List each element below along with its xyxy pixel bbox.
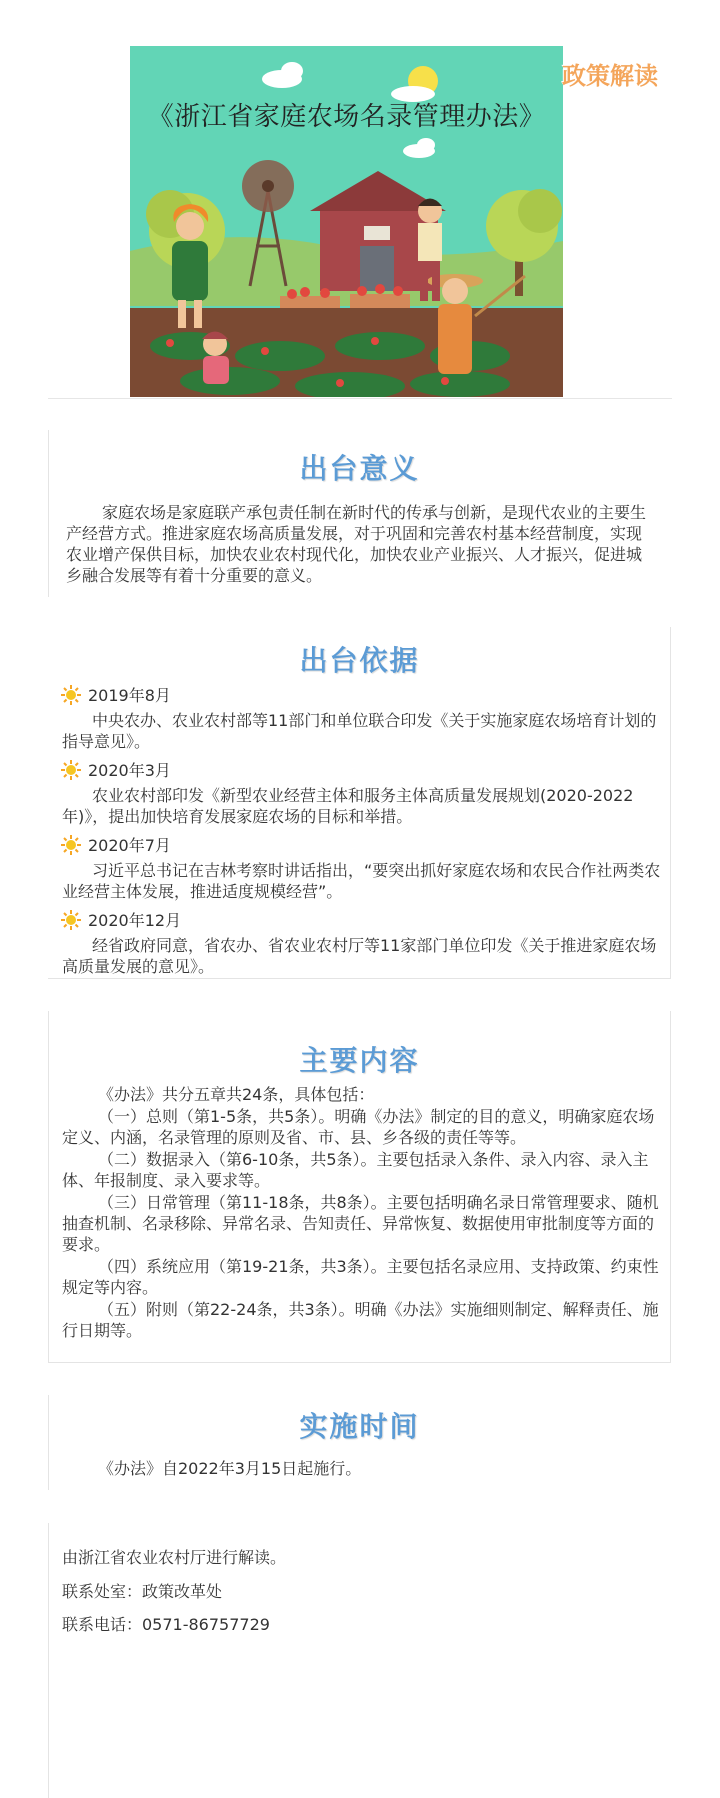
contact-phone: 联系电话：0571-86757729 <box>62 1615 270 1634</box>
contact-department: 联系处室：政策改革处 <box>62 1582 223 1601</box>
sun-icon <box>60 909 82 931</box>
content-intro: 《办法》共分五章共24条，具体包括： <box>98 1085 375 1104</box>
basis-item-text: 经省政府同意，省农办、省农业农村厅等11家部门单位印发《关于推进家庭农场高质量发展的意见》。 <box>62 936 657 976</box>
basis-item-text: 习近平总书记在吉林考察时讲话指出，“要突出抓好家庭农场和农民合作社两类农业经营主体发展，推进适度规模经营”。 <box>62 861 661 901</box>
timing-heading: 实施时间 <box>299 1410 420 1443</box>
basis-date-2 <box>60 758 171 781</box>
policy-interpretation-badge: 政策解读 <box>562 62 658 90</box>
content-chapter: （三）日常管理（第11-18条，共8条）。主要包括明确名录日常管理要求、随机抽查机制、名录移除、异常名录、告知责任、异常恢复、数据使用审批制度等方面的要求。 <box>62 1193 659 1254</box>
hero-illustration <box>130 46 563 397</box>
main-content-section <box>48 1011 671 1363</box>
significance-section <box>48 430 671 597</box>
basis-date-text: 2020年7月 <box>88 836 171 855</box>
hero-title: 《浙江省家庭农场名录管理办法》 <box>147 102 546 132</box>
basis-date-text: 2019年8月 <box>88 686 171 705</box>
main-content-heading: 主要内容 <box>299 1044 420 1077</box>
section-border <box>48 978 671 979</box>
basis-item-text: 农业农村部印发《新型农业经营主体和服务主体高质量发展规划(2020-2022年)》，提出加快培育发展家庭农场的目标和举措。 <box>62 786 634 826</box>
basis-date-4 <box>60 908 181 931</box>
basis-date-1 <box>60 683 171 706</box>
sun-icon <box>60 759 82 781</box>
significance-paragraph: 家庭农场是家庭联产承包责任制在新时代的传承与创新，是现代农业的主要生产经营方式。推进家庭农场高质量发展，对于巩固和完善农村基本经营制度，实现农业增产保供目标，加快农业农村现代化，加快农业产业振兴、人才振兴，促进城乡融合发展等有着十分重要的意义。 <box>66 503 647 585</box>
content-chapter: （五）附则（第22-24条，共3条）。明确《办法》实施细则制定、解释责任、施行日期等。 <box>62 1300 659 1340</box>
contact-section <box>48 1523 671 1798</box>
sun-icon <box>60 684 82 706</box>
contact-interpreter: 由浙江省农业农村厅进行解读。 <box>62 1548 287 1567</box>
basis-heading: 出台依据 <box>299 644 420 677</box>
divider <box>48 398 672 399</box>
basis-date-text: 2020年12月 <box>88 911 182 930</box>
section-border <box>670 627 671 979</box>
basis-date-text: 2020年3月 <box>88 761 171 780</box>
significance-heading: 出台意义 <box>299 452 420 485</box>
timing-section <box>48 1395 671 1490</box>
timing-paragraph: 《办法》自2022年3月15日起施行。 <box>98 1459 362 1478</box>
content-chapter: （一）总则（第1-5条，共5条）。明确《办法》制定的目的意义，明确家庭农场定义、内涵，名录管理的原则及省、市、县、乡各级的责任等等。 <box>62 1107 655 1147</box>
section-border <box>48 1362 671 1363</box>
basis-section <box>48 627 671 979</box>
content-chapter: （二）数据录入（第6-10条，共5条）。主要包括录入条件、录入内容、录入主体、年报制度、录入要求等。 <box>62 1150 649 1190</box>
section-border <box>48 1523 49 1798</box>
content-chapter: （四）系统应用（第19-21条，共3条）。主要包括名录应用、支持政策、约束性规定等内容。 <box>62 1257 659 1297</box>
basis-date-3 <box>60 833 171 856</box>
basis-item-text: 中央农办、农业农村部等11部门和单位联合印发《关于实施家庭农场培育计划的指导意见》。 <box>62 711 657 751</box>
sun-icon <box>60 834 82 856</box>
